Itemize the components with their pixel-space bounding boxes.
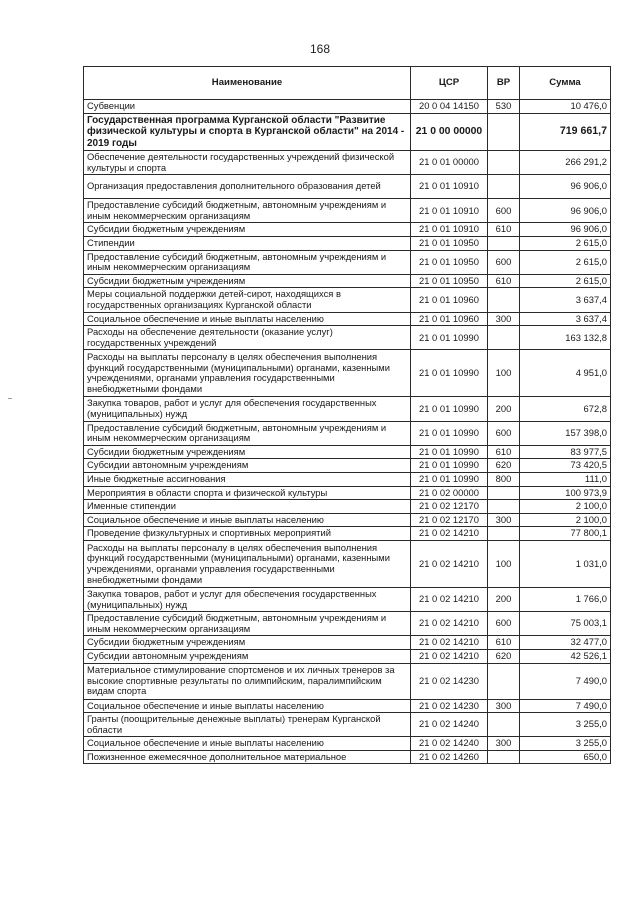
cell-vr — [488, 237, 520, 251]
cell-sum: 96 906,0 — [520, 175, 611, 199]
table-row — [84, 636, 611, 650]
table-row — [84, 274, 611, 288]
cell-vr — [488, 500, 520, 514]
cell-csr: 21 0 02 14210 — [411, 587, 488, 611]
cell-sum: 266 291,2 — [520, 151, 611, 175]
header-csr: ЦСР — [411, 67, 488, 100]
cell-name: Обеспечение деятельности государственных учреждений физической культуры и спорта — [84, 151, 411, 175]
cell-name: Иные бюджетные ассигнования — [84, 472, 411, 486]
cell-sum: 2 100,0 — [520, 500, 611, 514]
cell-sum: 672,8 — [520, 397, 611, 421]
cell-name: Социальное обеспечение и иные выплаты населению — [84, 737, 411, 751]
cell-sum: 2 615,0 — [520, 250, 611, 274]
table-row — [84, 513, 611, 527]
cell-vr — [488, 486, 520, 500]
cell-vr — [488, 326, 520, 350]
cell-sum: 96 906,0 — [520, 223, 611, 237]
table-row — [84, 175, 611, 199]
cell-vr: 800 — [488, 472, 520, 486]
cell-vr: 300 — [488, 513, 520, 527]
cell-sum: 157 398,0 — [520, 421, 611, 445]
cell-csr: 21 0 01 10910 — [411, 223, 488, 237]
table-row — [84, 699, 611, 713]
cell-name: Субсидии автономным учреждениям — [84, 459, 411, 473]
cell-csr: 21 0 01 10990 — [411, 445, 488, 459]
table-row — [84, 100, 611, 114]
cell-csr: 21 0 01 10960 — [411, 288, 488, 312]
cell-sum: 1 766,0 — [520, 587, 611, 611]
table-row — [84, 312, 611, 326]
cell-sum: 4 951,0 — [520, 350, 611, 397]
cell-vr: 600 — [488, 199, 520, 223]
cell-csr: 21 0 02 14210 — [411, 636, 488, 650]
table-row — [84, 713, 611, 737]
cell-sum: 42 526,1 — [520, 649, 611, 663]
cell-csr: 21 0 01 10910 — [411, 199, 488, 223]
cell-vr: 610 — [488, 636, 520, 650]
cell-name: Расходы на обеспечение деятельности (оказание услуг) государственных учреждений — [84, 326, 411, 350]
table-row — [84, 540, 611, 587]
cell-vr — [488, 713, 520, 737]
table-row — [84, 397, 611, 421]
cell-name: Расходы на выплаты персоналу в целях обеспечения выполнения функций государственными (муниципальными) органами, казенными учреждениями, органами управления государственными внебюджетными фондами — [84, 350, 411, 397]
cell-name: Именные стипендии — [84, 500, 411, 514]
table-body — [84, 100, 611, 764]
cell-name: Субсидии бюджетным учреждениям — [84, 223, 411, 237]
cell-csr: 21 0 02 14230 — [411, 663, 488, 699]
cell-sum: 111,0 — [520, 472, 611, 486]
table-row — [84, 649, 611, 663]
header-name: Наименование — [84, 67, 411, 100]
cell-sum: 7 490,0 — [520, 663, 611, 699]
page-number: 168 — [309, 42, 331, 56]
cell-sum: 2 100,0 — [520, 513, 611, 527]
cell-sum: 77 800,1 — [520, 527, 611, 541]
cell-csr: 21 0 02 14210 — [411, 540, 488, 587]
table-row — [84, 500, 611, 514]
table-row — [84, 445, 611, 459]
cell-sum: 3 637,4 — [520, 288, 611, 312]
cell-name: Предоставление субсидий бюджетным, автономным учреждениям и иным некоммерческим организациям — [84, 250, 411, 274]
cell-csr: 21 0 01 00000 — [411, 151, 488, 175]
table-row — [84, 612, 611, 636]
cell-name: Предоставление субсидий бюджетным, автономным учреждениям и иным некоммерческим организациям — [84, 421, 411, 445]
cell-csr: 21 0 01 10990 — [411, 326, 488, 350]
cell-sum: 100 973,9 — [520, 486, 611, 500]
cell-sum: 32 477,0 — [520, 636, 611, 650]
cell-sum: 7 490,0 — [520, 699, 611, 713]
cell-sum: 3 255,0 — [520, 713, 611, 737]
table-row — [84, 472, 611, 486]
table-row — [84, 750, 611, 764]
cell-vr: 610 — [488, 274, 520, 288]
cell-csr: 21 0 02 12170 — [411, 500, 488, 514]
cell-vr: 300 — [488, 312, 520, 326]
budget-table — [83, 66, 611, 764]
cell-name: Субсидии автономным учреждениям — [84, 649, 411, 663]
cell-name: Социальное обеспечение и иные выплаты населению — [84, 699, 411, 713]
cell-name: Стипендии — [84, 237, 411, 251]
cell-sum: 3 255,0 — [520, 737, 611, 751]
cell-name: Материальное стимулирование спортсменов и их личных тренеров за высокие спортивные результаты по олимпийским, паралимпийским видам спорта — [84, 663, 411, 699]
cell-vr — [488, 750, 520, 764]
cell-vr: 200 — [488, 397, 520, 421]
cell-vr: 300 — [488, 699, 520, 713]
table-row — [84, 486, 611, 500]
cell-name: Субсидии бюджетным учреждениям — [84, 274, 411, 288]
cell-name: Гранты (поощрительные денежные выплаты) тренерам Курганской области — [84, 713, 411, 737]
cell-name: Организация предоставления дополнительного образования детей — [84, 175, 411, 199]
cell-csr: 21 0 02 14240 — [411, 713, 488, 737]
cell-name: Субсидии бюджетным учреждениям — [84, 445, 411, 459]
cell-csr: 21 0 02 14230 — [411, 699, 488, 713]
margin-mark — [8, 398, 12, 399]
cell-vr — [488, 113, 520, 151]
cell-csr: 21 0 01 10990 — [411, 472, 488, 486]
cell-csr: 21 0 01 10990 — [411, 459, 488, 473]
cell-csr: 21 0 02 14260 — [411, 750, 488, 764]
cell-sum: 2 615,0 — [520, 237, 611, 251]
cell-name: Субвенции — [84, 100, 411, 114]
cell-csr: 21 0 01 10910 — [411, 175, 488, 199]
table-row — [84, 113, 611, 151]
cell-name: Субсидии бюджетным учреждениям — [84, 636, 411, 650]
cell-sum: 73 420,5 — [520, 459, 611, 473]
cell-csr: 21 0 01 10950 — [411, 250, 488, 274]
cell-csr: 21 0 01 10990 — [411, 421, 488, 445]
table-row — [84, 250, 611, 274]
table-row — [84, 459, 611, 473]
table-row — [84, 527, 611, 541]
cell-sum: 2 615,0 — [520, 274, 611, 288]
cell-name: Мероприятия в области спорта и физической культуры — [84, 486, 411, 500]
cell-vr: 610 — [488, 445, 520, 459]
cell-vr — [488, 288, 520, 312]
cell-csr: 21 0 02 14210 — [411, 527, 488, 541]
cell-name: Расходы на выплаты персоналу в целях обеспечения выполнения функций государственными (муниципальными) органами, казенными учреждениями, органами управления государственными внебюджетными фондами — [84, 540, 411, 587]
cell-sum: 75 003,1 — [520, 612, 611, 636]
cell-csr: 21 0 01 10990 — [411, 350, 488, 397]
table-row — [84, 350, 611, 397]
table-row — [84, 737, 611, 751]
table-row — [84, 237, 611, 251]
cell-vr: 620 — [488, 649, 520, 663]
cell-csr: 21 0 01 10990 — [411, 397, 488, 421]
cell-sum: 10 476,0 — [520, 100, 611, 114]
cell-csr: 21 0 02 14240 — [411, 737, 488, 751]
table-row — [84, 199, 611, 223]
cell-csr: 21 0 02 12170 — [411, 513, 488, 527]
cell-csr: 21 0 02 14210 — [411, 612, 488, 636]
cell-sum: 96 906,0 — [520, 199, 611, 223]
cell-sum: 1 031,0 — [520, 540, 611, 587]
cell-name: Закупка товаров, работ и услуг для обеспечения государственных (муниципальных) нужд — [84, 397, 411, 421]
cell-name: Проведение физкультурных и спортивных мероприятий — [84, 527, 411, 541]
cell-csr: 21 0 01 10960 — [411, 312, 488, 326]
cell-name: Пожизненное ежемесячное дополнительное материальное — [84, 750, 411, 764]
cell-vr — [488, 663, 520, 699]
cell-csr: 20 0 04 14150 — [411, 100, 488, 114]
table-row — [84, 587, 611, 611]
cell-sum: 163 132,8 — [520, 326, 611, 350]
cell-vr — [488, 527, 520, 541]
cell-vr: 100 — [488, 350, 520, 397]
table-row — [84, 288, 611, 312]
cell-csr: 21 0 02 00000 — [411, 486, 488, 500]
header-vr: ВР — [488, 67, 520, 100]
cell-name: Социальное обеспечение и иные выплаты населению — [84, 312, 411, 326]
cell-vr — [488, 175, 520, 199]
cell-csr: 21 0 01 10950 — [411, 237, 488, 251]
cell-vr: 610 — [488, 223, 520, 237]
table-row — [84, 663, 611, 699]
cell-vr: 530 — [488, 100, 520, 114]
table-row — [84, 223, 611, 237]
cell-sum: 3 637,4 — [520, 312, 611, 326]
table-row — [84, 151, 611, 175]
header-sum: Сумма — [520, 67, 611, 100]
cell-sum: 650,0 — [520, 750, 611, 764]
cell-sum: 719 661,7 — [520, 113, 611, 151]
cell-csr: 21 0 00 00000 — [411, 113, 488, 151]
cell-vr: 600 — [488, 421, 520, 445]
cell-name: Предоставление субсидий бюджетным, автономным учреждениям и иным некоммерческим организациям — [84, 199, 411, 223]
cell-vr: 200 — [488, 587, 520, 611]
cell-vr — [488, 151, 520, 175]
cell-csr: 21 0 01 10950 — [411, 274, 488, 288]
table-header-row — [84, 67, 611, 100]
table-row — [84, 326, 611, 350]
cell-name: Предоставление субсидий бюджетным, автономным учреждениям и иным некоммерческим организациям — [84, 612, 411, 636]
table-row — [84, 421, 611, 445]
cell-name: Социальное обеспечение и иные выплаты населению — [84, 513, 411, 527]
cell-name: Государственная программа Курганской области "Развитие физической культуры и спорта в Курганской области" на 2014 - 2019 годы — [84, 113, 411, 151]
cell-name: Закупка товаров, работ и услуг для обеспечения государственных (муниципальных) нужд — [84, 587, 411, 611]
cell-vr: 600 — [488, 250, 520, 274]
cell-csr: 21 0 02 14210 — [411, 649, 488, 663]
cell-name: Меры социальной поддержки детей-сирот, находящихся в государственных организациях Курганской области — [84, 288, 411, 312]
cell-vr: 600 — [488, 612, 520, 636]
cell-sum: 83 977,5 — [520, 445, 611, 459]
cell-vr: 300 — [488, 737, 520, 751]
cell-vr: 100 — [488, 540, 520, 587]
cell-vr: 620 — [488, 459, 520, 473]
